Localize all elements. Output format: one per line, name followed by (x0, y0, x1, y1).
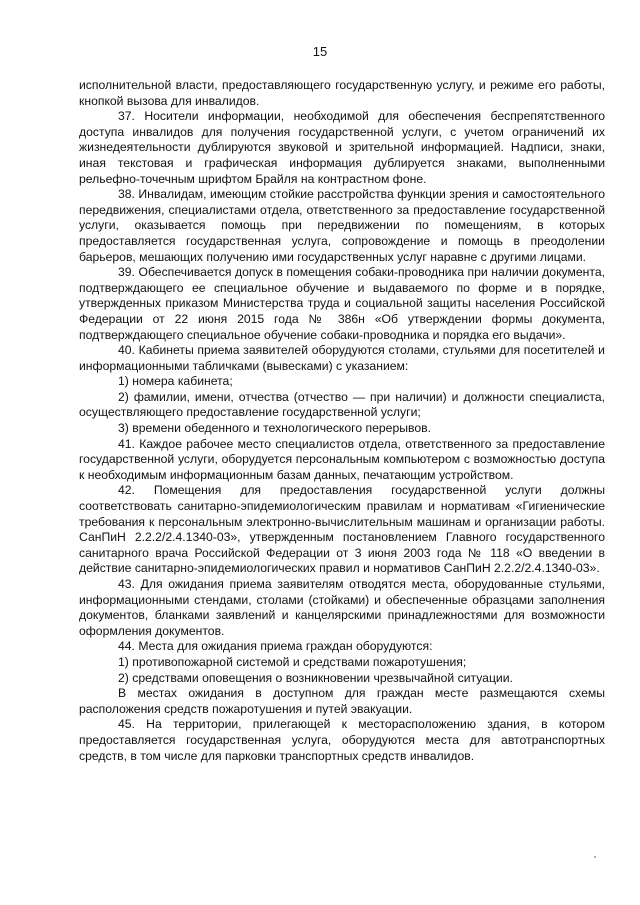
paragraph: 42. Помещения для предоставления государственной услуги должны соответствовать санитарно-эпидемиологическим правилам и нормативам «Гигиенические требования к персональным электронно-вычислительным машинам и организации работы. СанПиН 2.2.2/2.4.1340-03», утвержденным постановлением Главного государственного санитарного врача Российской Федерации от 3 июня 2003 года № 118 «О введении в действие санитарно-эпидемиологических правил и нормативов СанПиН 2.2.2/2.4.1340-03». (79, 483, 605, 576)
paragraph: 39. Обеспечивается допуск в помещения собаки-проводника при наличии документа, подтверждающего ее специальное обучение и выдаваемого по форме и в порядке, утвержденных приказом Министерства труда и социальной защиты населения Российской Федерации от 22 июня 2015 года № 386н «Об утверждении формы документа, подтверждающего специальное обучение собаки-проводника и порядка его выдачи». (79, 265, 605, 342)
page-number: 15 (312, 44, 328, 59)
document-body (79, 78, 605, 764)
paragraph: 43. Для ожидания приема заявителям отводятся места, оборудованные стульями, информационными стендами, столами (стойками) и обеспеченные образцами заполнения документов, бланками заявлений и канцелярскими принадлежностями для возможности оформления документов. (79, 577, 605, 638)
paragraph: 44. Места для ожидания приема граждан оборудуются: (118, 639, 433, 654)
paragraph: 45. На территории, прилегающей к месторасположению здания, в котором предоставляется государственная услуга, оборудуются места для автотранспортных средств, в том числе для парковки транспортных средств инвалидов. (79, 717, 605, 763)
paragraph: 2) средствами оповещения о возникновении чрезвычайной ситуации. (118, 670, 513, 685)
paragraph: 1) номера кабинета; (118, 374, 233, 389)
paragraph: 1) противопожарной системой и средствами пожаротушения; (118, 654, 467, 669)
paragraph: 40. Кабинеты приема заявителей оборудуются столами, стульями для посетителей и информационными табличками (вывесками) с указанием: (79, 343, 605, 373)
paragraph: 38. Инвалидам, имеющим стойкие расстройства функции зрения и самостоятельного передвижения, специалистами отдела, ответственного за предоставление государственной услуги, оказывается помощь при передвижении по помещениям, в которых предоставляется государственная услуга, сопровождение и помощь в преодолении барьеров, мешающих получению ими государственных услуг наравне с другими лицами. (79, 187, 605, 264)
paragraph: исполнительной власти, предоставляющего государственную услугу, и режиме его работы, кнопкой вызова для инвалидов. (79, 78, 605, 108)
paragraph: 37. Носители информации, необходимой для обеспечения беспрепятственного доступа инвалидов для получения государственной услуги, с учетом ограничений их жизнедеятельности дублируются звуковой и зрительной информацией. Надписи, знаки, иная текстовая и графическая информация дублируется знаками, выполненными рельефно-точечным шрифтом Брайля на контрастном фоне. (79, 109, 605, 186)
paragraph: 41. Каждое рабочее место специалистов отдела, ответственного за предоставление государственной услуги, оборудуется персональным компьютером с возможностью доступа к необходимым информационным базам данных, печатающим устройством. (79, 436, 605, 482)
paragraph: В местах ожидания в доступном для граждан месте размещаются схемы расположения средств пожаротушения и путей эвакуации. (79, 686, 605, 716)
paragraph: 2) фамилии, имени, отчества (отчество — при наличии) и должности специалиста, осуществляющего предоставление государственной услуги; (79, 389, 605, 420)
scan-speck (594, 856, 596, 858)
paragraph: 3) времени обеденного и технологического перерывов. (118, 421, 431, 436)
